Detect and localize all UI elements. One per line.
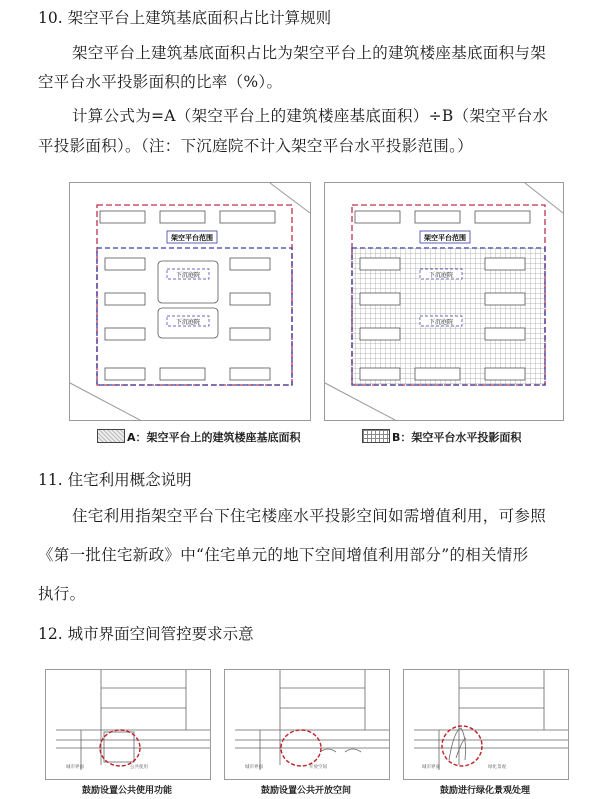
platform-label-b: 架空平台范围: [424, 234, 466, 242]
svg-text:开放空间: 开放空间: [309, 765, 327, 770]
street-diagram-3: [403, 669, 569, 780]
svg-text:城市界面: 城市界面: [422, 765, 440, 770]
legend-a-label: A：架空平台上的建筑楼座基底面积: [127, 431, 301, 444]
street-diagram-3-drawing: [404, 670, 568, 779]
caption-2: 鼓励设置公共开放空间: [260, 786, 351, 796]
section-11-line2: 《第一批住宅新政》中“住宅单元的地下空间增值利用部分”的相关情形: [38, 546, 529, 564]
legend-b-label: B：架空平台水平投影面积: [392, 431, 522, 444]
section-10-para1-line2: 空平台水平投影面积的比率（%）。: [38, 73, 283, 91]
site-plan-a-drawing: [70, 183, 310, 420]
section-11-heading: 11. 住宅利用概念说明: [38, 471, 192, 489]
courtyard-label-b2: 下沉庭院: [428, 319, 454, 326]
street-diagram-1-drawing: [46, 670, 210, 779]
svg-text:城市界面: 城市界面: [66, 765, 84, 770]
section-10-para2-line2: 平投影面积）。（注：下沉庭院不计入架空平台水平投影范围。）: [38, 137, 473, 155]
courtyard-label-a2: 下沉庭院: [175, 319, 201, 326]
svg-text:绿化景观: 绿化景观: [488, 765, 506, 770]
street-diagram-1: [45, 669, 211, 780]
street-diagram-2: [224, 669, 390, 780]
platform-label-a: 架空平台范围: [171, 234, 213, 242]
site-plan-b-drawing: [325, 183, 563, 420]
section-10-para2-line1: 计算公式为=A（架空平台上的建筑楼座基底面积）÷B（架空平台水: [72, 107, 549, 125]
section-11-line1: 住宅利用指架空平台下住宅楼座水平投影空间如需增值利用，可参照: [72, 507, 547, 525]
street-diagram-2-drawing: [225, 670, 389, 779]
caption-1: 鼓励设置公共使用功能: [81, 786, 172, 796]
courtyard-label-b1: 下沉庭院: [428, 272, 454, 279]
section-11-line3: 执行。: [38, 585, 86, 603]
svg-text:城市界面: 城市界面: [245, 765, 263, 770]
courtyard-label-a1: 下沉庭院: [175, 272, 201, 279]
legend-b: [362, 429, 521, 445]
section-12-heading: 12. 城市界面空间管控要求示意: [38, 625, 254, 643]
section-10-heading: 10. 架空平台上建筑基底面积占比计算规则: [38, 9, 332, 27]
site-plan-a: [69, 182, 311, 421]
section-10-para1-line1: 架空平台上建筑基底面积占比为架空平台上的建筑楼座基底面积与架: [72, 44, 547, 62]
caption-3: 鼓励进行绿化景观处理: [439, 786, 530, 796]
site-plan-b: [324, 182, 564, 421]
svg-text:公共使用: 公共使用: [130, 765, 148, 770]
legend-a: [97, 429, 301, 445]
legend-a-swatch: [97, 429, 125, 443]
legend-b-swatch: [362, 429, 390, 443]
